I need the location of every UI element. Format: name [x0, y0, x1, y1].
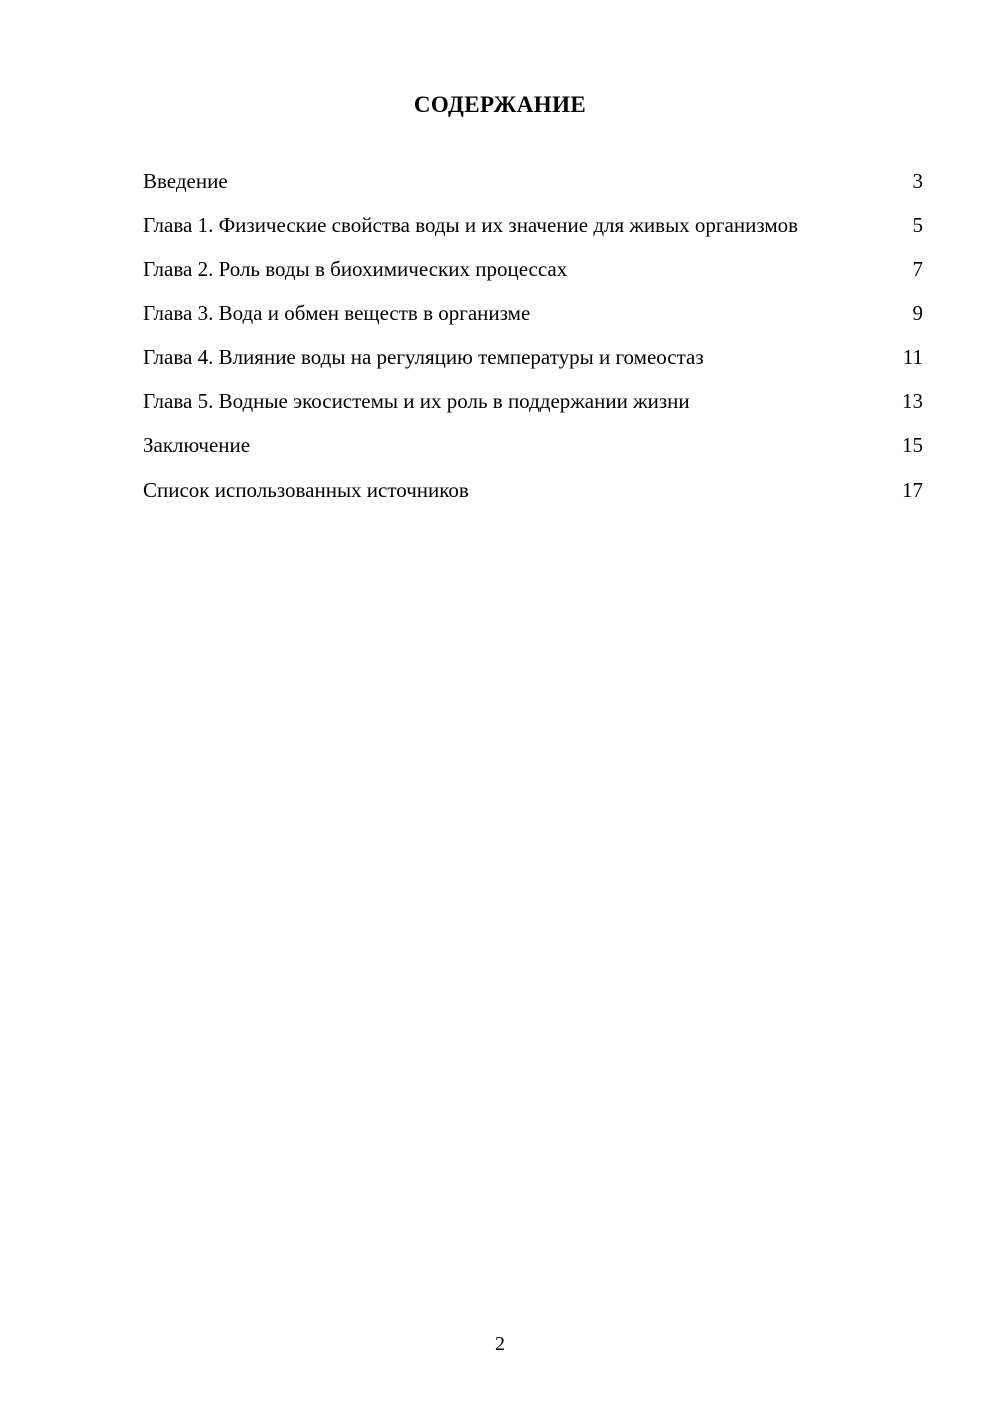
- page-title: СОДЕРЖАНИЕ: [413, 92, 587, 117]
- toc-entry[interactable]: [143, 254, 923, 285]
- toc-entry-label: Глава 3. Вода и обмен веществ в организме: [143, 301, 531, 326]
- toc-entry-page-number: 3: [912, 169, 923, 193]
- toc-entry-label: Введение: [143, 169, 228, 193]
- toc-entry-label: Глава 4. Влияние воды на регуляцию температуры и гомеостаз: [143, 345, 704, 370]
- toc-entry-label: Глава 2. Роль воды в биохимических процессах: [143, 257, 568, 282]
- toc-entry[interactable]: [143, 475, 923, 506]
- page-number-footer: 2: [495, 1333, 505, 1355]
- toc-entry-page-number: 15: [902, 433, 923, 458]
- toc-entry[interactable]: [143, 166, 923, 197]
- toc-entry-page-number: 5: [912, 213, 923, 238]
- table-of-contents: [143, 166, 923, 519]
- toc-entry-label: Глава 1. Физические свойства воды и их значение для живых организмов: [143, 213, 799, 238]
- toc-entry[interactable]: [143, 210, 923, 241]
- toc-entry-page-number: 17: [902, 477, 923, 502]
- toc-entry-label: Список использованных источников: [143, 477, 469, 502]
- toc-entry-page-number: 13: [902, 389, 923, 414]
- toc-entry[interactable]: [143, 342, 923, 373]
- toc-entry[interactable]: [143, 298, 923, 329]
- toc-entry[interactable]: [143, 430, 923, 461]
- toc-entry-page-number: 9: [912, 301, 923, 326]
- toc-entry[interactable]: [143, 386, 923, 417]
- toc-entry-label: Глава 5. Водные экосистемы и их роль в поддержании жизни: [143, 389, 690, 414]
- toc-entry-page-number: 11: [902, 345, 923, 370]
- toc-entry-page-number: 7: [912, 257, 923, 282]
- toc-entry-label: Заключение: [143, 433, 251, 458]
